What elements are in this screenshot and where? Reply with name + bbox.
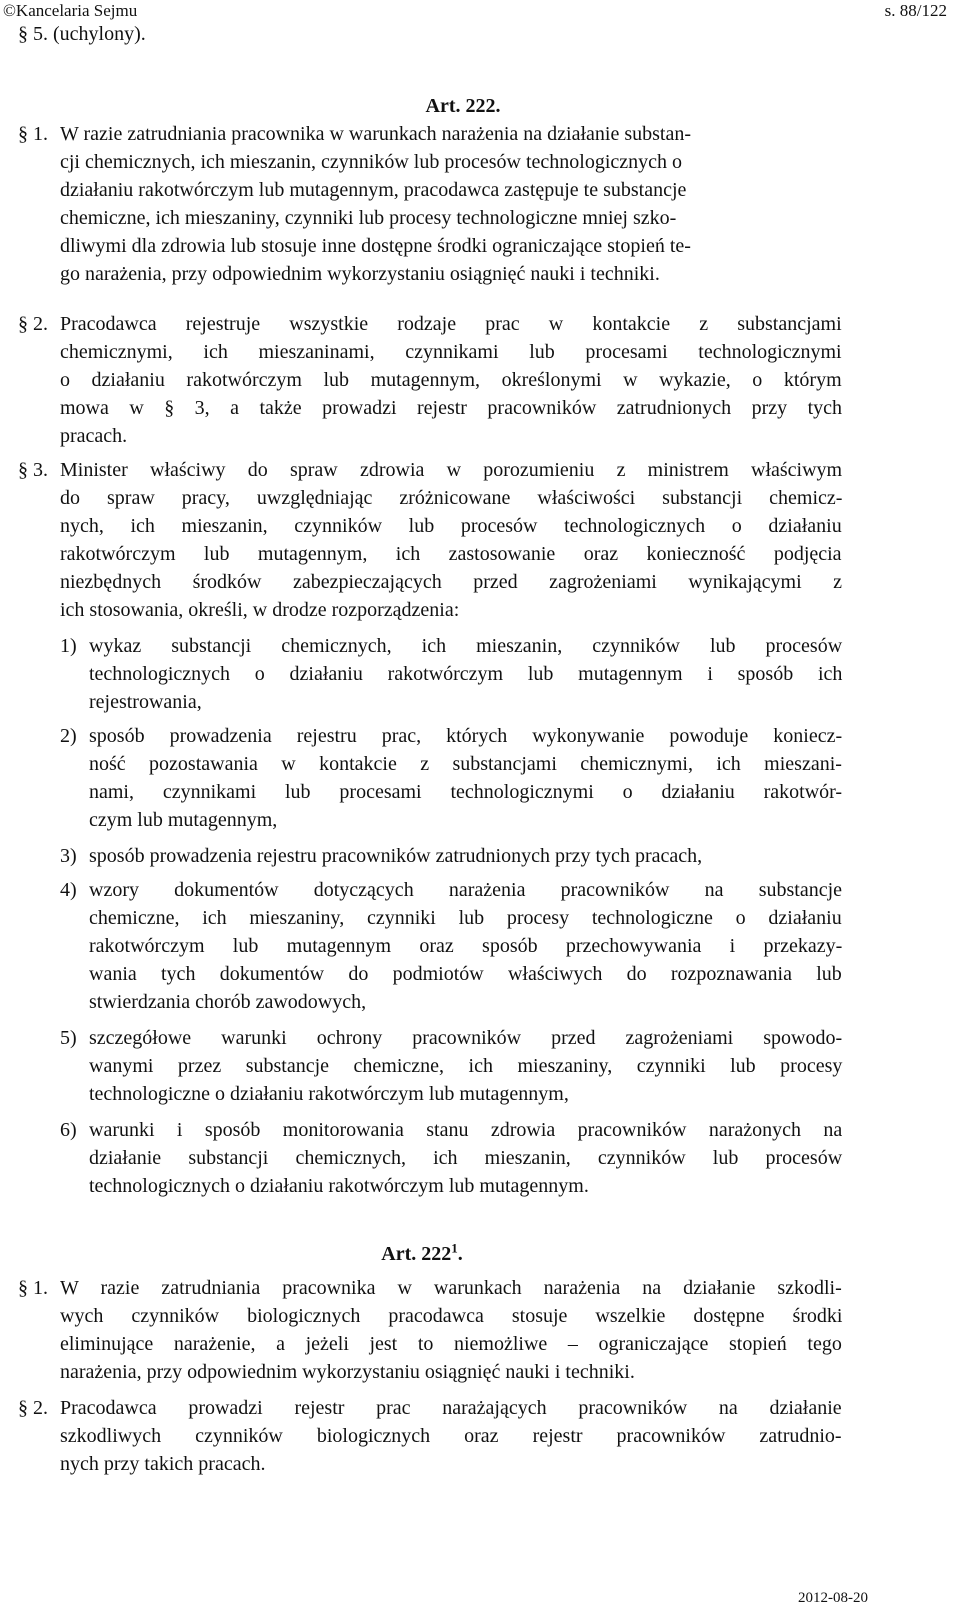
art222-par1-line-3: chemiczne, ich mieszaniny, czynniki lub procesy technologiczne mniej szko- bbox=[60, 207, 677, 229]
item-4-line-0: wzory dokumentów dotyczących narażenia pracowników na substancje bbox=[89, 879, 843, 901]
art222-par2-line-0: Pracodawca rejestruje wszystkie rodzaje prac w kontakcie z substancjami bbox=[60, 313, 842, 335]
art222-par3-line-2: nych, ich mieszanin, czynników lub procesów technologicznych o działaniu bbox=[60, 515, 842, 537]
item-2-line-3: czym lub mutagennym, bbox=[89, 809, 278, 831]
art222-par3-line-4: niezbędnych środków zabezpieczających przed zagrożeniami wynikającymi z bbox=[60, 571, 843, 593]
item-2-line-1: ność pozostawania w kontakcie z substancjami chemicznymi, ich mieszani- bbox=[89, 753, 842, 775]
article-222-1-title-end: . bbox=[457, 1243, 463, 1265]
art222-par3-lead: § 3. bbox=[18, 459, 48, 481]
item-6-line-1: działanie substancji chemicznych, ich mieszanin, czynników lub procesów bbox=[89, 1147, 843, 1169]
article-222-1-title bbox=[0, 1240, 902, 1268]
art222-par2-line-1: chemicznymi, ich mieszaninami, czynnikami lub procesami technologicznymi bbox=[60, 341, 842, 363]
section-5-repealed: § 5. (uchylony). bbox=[18, 23, 146, 45]
art222-par3-line-0: Minister właściwy do spraw zdrowia w porozumieniu z ministrem właściwym bbox=[60, 459, 843, 481]
art222-par1-line-1: cji chemicznych, ich mieszanin, czynników lub procesów technologicznych o bbox=[60, 151, 683, 173]
footer-date: 2012-08-20 bbox=[798, 1590, 868, 1606]
art222-1-par1-lead: § 1. bbox=[18, 1277, 48, 1299]
item-1-num: 1) bbox=[60, 635, 77, 657]
art222-par2-lead: § 2. bbox=[18, 313, 48, 335]
art222-par1-line-5: go narażenia, przy odpowiednim wykorzystaniu osiągnięć nauki i techniki. bbox=[60, 263, 660, 285]
header-source: ©Kancelaria Sejmu bbox=[3, 1, 138, 20]
art222-1-par1-line-2: eliminujące narażenie, a jeżeli jest to niemożliwe – ograniczające stopień tego bbox=[60, 1333, 842, 1355]
art222-1-par2-line-2: nych przy takich pracach. bbox=[60, 1453, 266, 1475]
item-4-line-1: chemiczne, ich mieszaniny, czynniki lub procesy technologiczne o działaniu bbox=[89, 907, 842, 929]
article-222-1-title-sup: 1 bbox=[451, 1240, 458, 1256]
art222-par1-line-0: W razie zatrudniania pracownika w warunkach narażenia na działanie substan- bbox=[60, 123, 691, 145]
item-4-line-2: rakotwórczym lub mutagennym oraz sposób przechowywania i przekazy- bbox=[89, 935, 843, 957]
art222-par1-lead: § 1. bbox=[18, 123, 48, 145]
item-4-line-3: wania tych dokumentów do podmiotów właściwych do rozpoznawania lub bbox=[89, 963, 842, 985]
article-222-1-title-main: Art. 222 bbox=[381, 1243, 452, 1265]
art222-par2-line-3: mowa w § 3, a także prowadzi rejestr pracowników zatrudnionych przy tych bbox=[60, 397, 843, 419]
item-2-line-2: nami, czynnikami lub procesami technologicznymi o działaniu rakotwór- bbox=[89, 781, 843, 803]
item-4-line-4: stwierdzania chorób zawodowych, bbox=[89, 991, 367, 1013]
art222-1-par1-line-1: wych czynników biologicznych pracodawca stosuje wszelkie dostępne środki bbox=[60, 1305, 843, 1327]
art222-par1-line-4: dliwymi dla zdrowia lub stosuje inne dostępne środki ograniczające stopień te- bbox=[60, 235, 691, 257]
item-6-num: 6) bbox=[60, 1119, 77, 1141]
item-4-num: 4) bbox=[60, 879, 77, 901]
art222-1-par1-line-0: W razie zatrudniania pracownika w warunkach narażenia na działanie szkodli- bbox=[60, 1277, 842, 1299]
art222-1-par2-line-0: Pracodawca prowadzi rejestr prac narażających pracowników na działanie bbox=[60, 1397, 842, 1419]
item-5-line-2: technologiczne o działaniu rakotwórczym lub mutagennym, bbox=[89, 1083, 569, 1105]
article-222-title: Art. 222. bbox=[425, 95, 501, 117]
art222-par3-line-5: ich stosowania, określi, w drodze rozporządzenia: bbox=[60, 599, 460, 621]
item-3-line-0: sposób prowadzenia rejestru pracowników zatrudnionych przy tych pracach, bbox=[89, 845, 703, 867]
item-5-line-0: szczegółowe warunki ochrony pracowników przed zagrożeniami spowodo- bbox=[89, 1027, 843, 1049]
item-6-line-2: technologicznych o działaniu rakotwórczym lub mutagennym. bbox=[89, 1175, 589, 1197]
art222-par2-line-4: pracach. bbox=[60, 425, 128, 447]
item-5-num: 5) bbox=[60, 1027, 77, 1049]
art222-1-par2-line-1: szkodliwych czynników biologicznych oraz rejestr pracowników zatrudnio- bbox=[60, 1425, 842, 1447]
item-5-line-1: wanymi przez substancje chemiczne, ich mieszaniny, czynniki lub procesy bbox=[89, 1055, 843, 1077]
item-1-line-0: wykaz substancji chemicznych, ich mieszanin, czynników lub procesów bbox=[89, 635, 843, 657]
item-1-line-1: technologicznych o działaniu rakotwórczym lub mutagennym i sposób ich bbox=[89, 663, 843, 685]
art222-1-par1-line-3: narażenia, przy odpowiednim wykorzystaniu osiągnięć nauki i techniki. bbox=[60, 1361, 635, 1383]
art222-1-par2-lead: § 2. bbox=[18, 1397, 48, 1419]
art222-par3-line-1: do spraw pracy, uwzględniając zróżnicowane właściwości substancji chemicz- bbox=[60, 487, 843, 509]
item-3-num: 3) bbox=[60, 845, 77, 867]
item-2-line-0: sposób prowadzenia rejestru prac, których wykonywanie powoduje koniecz- bbox=[89, 725, 843, 747]
art222-par3-line-3: rakotwórczym lub mutagennym, ich zastosowanie oraz konieczność podjęcia bbox=[60, 543, 842, 565]
art222-par1-line-2: działaniu rakotwórczym lub mutagennym, pracodawca zastępuje te substancje bbox=[60, 179, 687, 201]
page-number: s. 88/122 bbox=[884, 1, 947, 20]
art222-par2-line-2: o działaniu rakotwórczym lub mutagennym, określonymi w wykazie, o którym bbox=[60, 369, 842, 391]
item-1-line-2: rejestrowania, bbox=[89, 691, 202, 713]
item-6-line-0: warunki i sposób monitorowania stanu zdrowia pracowników narażonych na bbox=[89, 1119, 843, 1141]
item-2-num: 2) bbox=[60, 725, 77, 747]
